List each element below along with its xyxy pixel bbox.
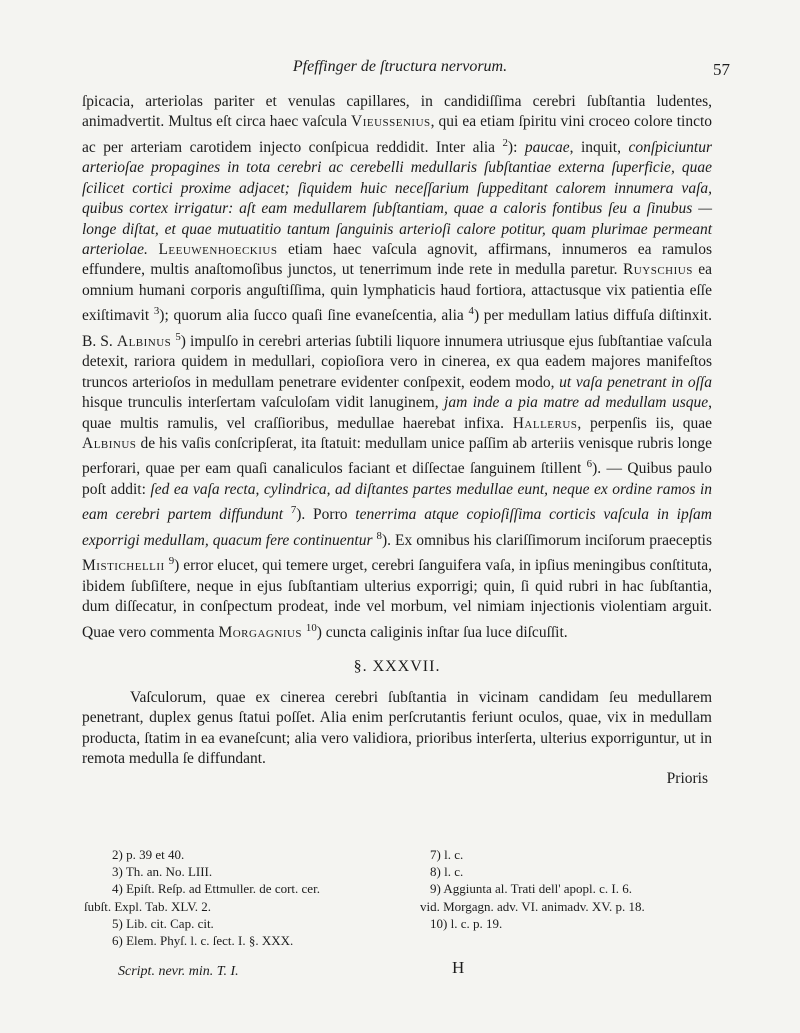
text-run: ). — Quibus paulo poſt addit: — [82, 460, 712, 498]
italic-run: jam inde a pia matre ad medullam usque — [444, 394, 709, 412]
footnote-line: 10) l. c. p. 19. — [430, 915, 503, 931]
italic-run: ut vaſa penetrant in oſſa — [559, 373, 712, 391]
paragraph-2: Vaſculorum, quae ex cinerea cerebri ſubſtantia in vicinam candidam ſeu medullarem penetrant, duplex genus ſtatui poſſet. Alia enim perſcrutantis feriunt oculos, quae, vix in medullam producta, ſtatim in ea evaneſcunt; alia vero validiora, prioribus interſerta, ulterius exporriguntur, ut in remota medulla ſe diffundant. — [82, 688, 712, 768]
footnote-line: 9) Aggiunta al. Trati dell' apopl. c. I. 6. — [430, 881, 633, 897]
author-name: Vieussenius — [351, 113, 431, 131]
author-name: Morgagnius — [218, 624, 303, 641]
text-run: , perpenſis iis, quae — [577, 414, 712, 432]
italic-run: paucae — [524, 138, 570, 156]
footnote-marker: 4 — [468, 305, 474, 318]
footnote-line: 7) l. c. — [430, 847, 464, 862]
footnote-marker: 2 — [502, 136, 508, 149]
text-run: ): — [507, 138, 525, 156]
text-run: ) per medullam latius diffuſa diſtinxit. B. S. — [82, 307, 712, 350]
text-run: hisque trunculis interſertam vaſculoſam vidit lanuginem, — [82, 394, 445, 412]
text-run: ) error elucet, qui temere urget, cerebri ſanguifera vaſa, in ipſius meningibus conſtituta, ibidem ſubſiſtere, neque in ejus ſubſtantiam ulterius exporrigi; quin, ſi quid rubri in hac ſubſtantia, dum diſſecatur, in conſpectum prodeat, inde vel morbum, vel nimiam injectionis violentiam arguit. Quae vero commenta — [82, 557, 713, 641]
text-run: ) impulſo in cerebri arterias ſubtili liquore innumera utriusque ejus ſubſtantiae vaſcula detexit, rariora quidem in medullari, copioſiora vero in cinerea, ex qua eadem majores manifeſtos truncos arterioſos in medullam penetrare evidenter conſpexit, eodem modo, — [82, 332, 712, 391]
footnote-line: ſubſt. Expl. Tab. XLV. 2. — [84, 898, 212, 914]
italic-run: ſed ea vaſa recta, cylindrica, ad diſtantes partes medullae eunt, neque ex ordine ramos in eam cerebri partem diffundunt — [82, 480, 712, 524]
main-text — [82, 92, 712, 790]
text-run: de his vaſis conſcripſerat, ita ſtatuit: medullam unice paſſim ab arteriis venisque rubris longe perforari, quae per eam quaſi canaliculos faciant et diſſectae ſanguinem ſtillent — [82, 434, 712, 478]
text-run: ). Ex omnibus his clariſſimorum inciſorum praeceptis — [381, 532, 713, 550]
italic-run: tenerrima atque copioſiſſima corticis vaſcula in ipſam exporrigi medullam, quacum fere continuentur — [82, 506, 712, 550]
footnote-marker: 5 — [175, 330, 181, 343]
text-run: etiam haec vaſcula agnovit, affirmans, innumeros ea ramulos effundere, multis anaſtomoſibus junctos, ut tenerrimum inde rete in medulla paretur. — [82, 241, 712, 279]
text-run: , qui ea etiam ſpiritu vini croceo colore tincto ac per arteriam carotidem injecto conſpicua reddidit. Inter alia — [82, 113, 713, 156]
running-head — [0, 58, 800, 80]
section-heading: §. XXXVII. — [353, 658, 441, 676]
footnotes-left-column — [84, 846, 412, 949]
footnotes-right-column — [420, 846, 720, 932]
footnote-marker: 6 — [586, 458, 593, 471]
text-run: ). Porro — [296, 506, 356, 524]
footnote-marker: 9 — [168, 555, 175, 568]
text-run: , inquit, — [569, 138, 629, 156]
footnote-line: 5) Lib. cit. Cap. cit. — [112, 915, 214, 931]
text-run: ea omnium humani corporis anguſtiſſima, quin lymphaticis haud fortiora, attactusque vix patientia eſſe exiſtimavit — [82, 261, 713, 325]
signature-letter: H — [452, 958, 465, 977]
footnote-line: 2) p. 39 et 40. — [112, 847, 185, 862]
paragraph-1 — [82, 92, 712, 643]
text-run — [283, 507, 291, 524]
author-name: Ruyschius — [622, 261, 693, 279]
text-run: ) cuncta caliginis inſtar ſua luce diſcuſſit. — [316, 624, 568, 641]
author-name: Hallerus — [512, 414, 578, 432]
footnote-line: vid. Morgagn. adv. VI. animadv. XV. p. 18. — [420, 898, 645, 914]
text-run: ſpicacia, arteriolas pariter et venulas capillares, in candidiſſima cerebri ſubſtantia ludentes, animadvertit. Multus eſt circa haec vaſcula — [82, 93, 712, 131]
author-name: Albinus — [116, 332, 172, 350]
footnote-line: 6) Elem. Phyſ. l. c. ſect. I. §. XXX. — [112, 933, 294, 949]
italic-run: conſpiciuntur arterioſae propagines in tota cerebri ac cerebelli medullaris ſubſtantiae externa ſuperficie, quae ſcilicet cortici proxime adjacet; ſiquidem huic neceſſarium ſuppeditant calorem innumera vaſa, quibus cortex irrigatur: aſt eam medullarem ſubſtantiam, quae a caloris fontibus ſeu a ſinubus — longe diſtat, et quae mutuatitio tantum ſanguinis arterioſi calore potitur, quam plurimae permeant arteriolae. — [82, 138, 712, 258]
footnote-marker: 10 — [305, 621, 317, 634]
page-number: 57 — [713, 60, 730, 79]
footnote-marker: 7 — [290, 504, 297, 517]
author-name: Mistichellii — [82, 557, 165, 575]
author-name: Leeuwenhoeckius — [158, 241, 278, 258]
text-run: , quae multis ramulis, vel craſſioribus, medullae haerebat infixa. — [82, 394, 712, 432]
footnote-marker: 3 — [153, 305, 160, 318]
text-run: ); quorum alia ſucco quaſi ſine evaneſcentia, alia — [159, 307, 469, 325]
signature-line: Script. nevr. min. T. I. — [118, 964, 239, 979]
author-name: Albinus — [82, 434, 137, 452]
running-title: Pfeffinger de ſtructura nervorum. — [292, 58, 508, 75]
footnote-line: 3) Th. an. No. LIII. — [112, 864, 213, 880]
catchword: Prioris — [666, 770, 708, 788]
footnote-line: 4) Epiſt. Reſp. ad Ettmuller. de cort. cer. — [112, 881, 320, 897]
text-run — [148, 241, 159, 258]
footnote-marker: 8 — [376, 529, 382, 542]
footnote-line: 8) l. c. — [430, 864, 464, 880]
